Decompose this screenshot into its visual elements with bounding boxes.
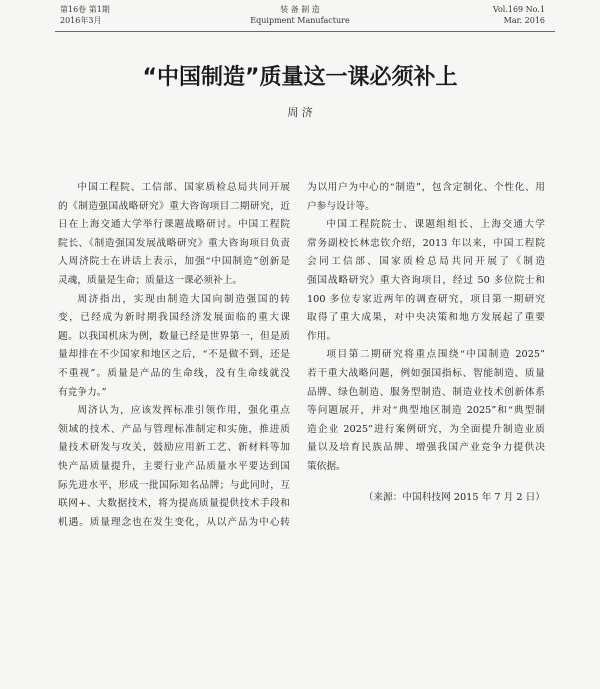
text-line: 人周济院士在讲话上表示，加强“中国制造”创新是	[58, 256, 290, 268]
article-author: 周 济	[287, 106, 313, 119]
text-line: 策依据。	[307, 460, 346, 472]
text-line: 量技术研发与攻关，鼓励应用新工艺、新材料等加	[58, 442, 290, 454]
header-date-en: Mar. 2016	[503, 16, 545, 25]
header-date: 2016年3月	[60, 16, 102, 25]
header-rule	[55, 31, 555, 32]
left-column	[58, 179, 290, 532]
header-volume-issue: 第16卷 第1期	[60, 5, 110, 14]
text-line: 日在上海交通大学举行课题战略研讨。中国工程院	[58, 219, 290, 231]
text-line: 品牌、绿色制造、服务型制造、制造业技术创新体系	[307, 386, 545, 398]
text-line: 机遇。质量理念也在发生变化，从以产品为中心转	[58, 516, 290, 528]
text-line: 若干重大战略问题，例如强国指标、智能制造、质量	[307, 367, 545, 379]
paragraph	[307, 179, 545, 216]
paragraph	[58, 291, 290, 403]
paragraph	[307, 346, 545, 476]
text-line: 量以及培育民族品牌、增强我国产业竞争力提供决	[307, 442, 545, 454]
text-line: 周济认为，应该发挥标准引领作用，强化重点	[77, 405, 290, 417]
text-line: 领域的技术、产品与管理标准制定和实施，推进质	[58, 423, 290, 435]
text-line: 变，已经成为新时期我国经济发展面临的重大课	[58, 312, 290, 324]
text-line: 作用。	[307, 330, 337, 342]
journal-name-cn: 装 备 制 造	[280, 5, 320, 14]
text-line: 强国战略研究》重大咨询项目，经过 50 多位院士和	[307, 274, 545, 286]
paragraph	[58, 179, 290, 291]
header-volume-issue-en: Vol.169 No.1	[492, 5, 545, 14]
article-title: “中国制造”质量这一课必须补上	[142, 65, 458, 90]
text-line: 中国工程院、工信部、国家质检总局共同开展	[77, 182, 290, 193]
text-line: 中国工程院院士、课题组组长、上海交通大学	[326, 219, 545, 231]
right-column	[307, 179, 545, 477]
text-line: 周济指出，实现由制造大国向制造强国的转	[77, 293, 290, 305]
header-left	[60, 4, 110, 26]
journal-name-en: Equipment Manufacture	[250, 16, 350, 25]
text-line: 的《制造强国战略研究》重大咨询项目二期研究，近	[58, 200, 290, 212]
text-line: 造企业 2025”进行案例研究，为全面提升制造业质	[307, 423, 545, 435]
text-line: 常务副校长林忠钦介绍，2013 年以来，中国工程院	[307, 237, 545, 249]
text-line: 项目第二期研究将重点围绕“中国制造 2025”	[326, 349, 545, 361]
text-line: 量却排在不少国家和地区之后，“不是做不到，还是	[58, 349, 290, 361]
text-line: 联网+、大数据技术，将为提高质量提供技术手段和	[58, 498, 290, 510]
article-source: （来源：中国科技网 2015 年 7 月 2 日）	[363, 492, 545, 503]
text-line: 为以用户为中心的“制造”，包含定制化、个性化、用	[307, 182, 545, 193]
header-center	[200, 4, 400, 26]
paragraph	[58, 402, 290, 532]
text-line: 快产品质量提升，主要行业产品质量水平要达到国	[58, 460, 290, 472]
header-right	[493, 4, 545, 26]
text-line: 等问题展开，并对“典型地区制造 2025”和“典型制	[307, 405, 545, 417]
text-line: 会同工信部、国家质检总局共同开展了《制造	[307, 256, 545, 268]
text-line: 户参与设计等。	[307, 200, 375, 212]
text-line: 不重视”。质量是产品的生命线，没有生命线就没	[58, 367, 290, 379]
text-line: 100 多位专家近两年的调查研究，项目第一期研究	[307, 293, 545, 305]
text-line: 际先进水平，形成一批国际知名品牌；与此同时，互	[58, 479, 290, 491]
text-line: 有竞争力。”	[58, 386, 107, 398]
text-line: 取得了重大成果，对中央决策和地方发展起了重要	[307, 312, 545, 324]
text-line: 院长、《制造强国发展战略研究》重大咨询项目负责	[58, 237, 290, 249]
paragraph	[307, 216, 545, 346]
text-line: 题。以我国机床为例，数量已经是世界第一，但是质	[58, 330, 290, 342]
text-line: 灵魂，质量是生命；质量这一课必须补上。	[58, 274, 243, 286]
